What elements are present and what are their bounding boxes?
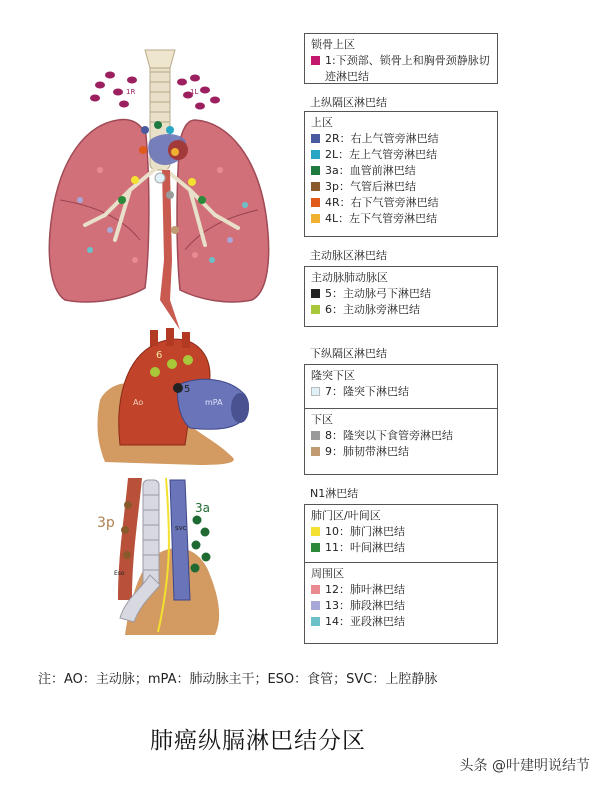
legend-item-3p xyxy=(305,179,497,195)
label-6: 6 xyxy=(156,350,163,361)
swatch-12 xyxy=(311,585,320,594)
mediastinal-side-illustration xyxy=(97,478,219,635)
legend-item-3a xyxy=(305,163,497,179)
swatch-4l xyxy=(311,214,320,223)
swatch-3a xyxy=(311,166,320,175)
swatch-3p xyxy=(311,182,320,191)
lower-zone-header: 下区 xyxy=(311,413,333,426)
legend-text-12: 12：肺叶淋巴结 xyxy=(325,583,405,596)
legend-text-1: 1:下颈部、锁骨上和胸骨颈静脉切迹淋巴结 xyxy=(325,54,490,83)
legend-text-8: 8：隆突以下食管旁淋巴结 xyxy=(325,429,453,442)
swatch-10 xyxy=(311,527,320,536)
aortic-title: 主动脉区淋巴结 xyxy=(310,249,387,262)
lower-mediastinal-title: 下纵隔区淋巴结 xyxy=(310,347,387,360)
legend-item-1 xyxy=(305,53,497,85)
legend-text-9: 9：肺韧带淋巴结 xyxy=(325,445,409,458)
label-1l: 1L xyxy=(190,88,199,96)
legend-item-12 xyxy=(305,582,497,598)
swatch-2l xyxy=(311,150,320,159)
swatch-5 xyxy=(311,289,320,298)
swatch-1 xyxy=(311,56,320,65)
swatch-7 xyxy=(311,387,320,396)
legend-item-5 xyxy=(305,286,497,302)
upper-zone-header: 上区 xyxy=(311,116,333,129)
legend-text-5: 5：主动脉弓下淋巴结 xyxy=(325,287,431,300)
legend-item-2r xyxy=(305,131,497,147)
swatch-14 xyxy=(311,617,320,626)
anatomy-illustrations xyxy=(0,0,300,650)
legend-text-3p: 3p：气管后淋巴结 xyxy=(325,180,416,193)
label-mpa: mPA xyxy=(205,398,223,407)
legend-item-8 xyxy=(305,428,497,444)
label-ao: Ao xyxy=(133,398,144,407)
legend-text-6: 6：主动脉旁淋巴结 xyxy=(325,303,420,316)
legend-text-2l: 2L：左上气管旁淋巴结 xyxy=(325,148,438,161)
swatch-6 xyxy=(311,305,320,314)
swatch-13 xyxy=(311,601,320,610)
legend-text-3a: 3a：血管前淋巴结 xyxy=(325,164,416,177)
upper-mediastinal-title: 上纵隔区淋巴结 xyxy=(310,96,387,109)
lower-mediastinal-box xyxy=(304,364,498,475)
peripheral-header: 周围区 xyxy=(311,567,344,580)
aortic-illustration xyxy=(97,328,249,465)
supraclavicular-box xyxy=(304,33,498,84)
n1-title: N1淋巴结 xyxy=(310,487,359,500)
label-5: 5 xyxy=(184,384,191,395)
legend-text-11: 11：叶间淋巴结 xyxy=(325,541,405,554)
hilar-header: 肺门区/叶间区 xyxy=(311,509,381,522)
legend-text-2r: 2R：右上气管旁淋巴结 xyxy=(325,132,439,145)
swatch-2r xyxy=(311,134,320,143)
label-1r: 1R xyxy=(126,88,136,96)
legend-item-14 xyxy=(305,614,497,630)
legend-text-14: 14：亚段淋巴结 xyxy=(325,615,405,628)
legend-text-13: 13：肺段淋巴结 xyxy=(325,599,405,612)
lung-illustration xyxy=(49,50,268,330)
legend-text-10: 10：肺门淋巴结 xyxy=(325,525,405,538)
swatch-8 xyxy=(311,431,320,440)
legend-item-9 xyxy=(305,444,497,460)
label-svc: svc xyxy=(175,524,187,532)
label-3p: 3p xyxy=(97,515,115,531)
legend-text-7: 7：隆突下淋巴结 xyxy=(325,385,409,398)
n1-box xyxy=(304,504,498,644)
watermark: 头条 @叶建明说结节 xyxy=(459,758,590,774)
legend-item-2l xyxy=(305,147,497,163)
label-eso: Eso xyxy=(114,570,125,577)
swatch-9 xyxy=(311,447,320,456)
legend-item-6 xyxy=(305,302,497,318)
legend-item-4r xyxy=(305,195,497,211)
label-3a: 3a xyxy=(195,501,210,515)
subcarinal-header: 隆突下区 xyxy=(311,369,355,382)
swatch-4r xyxy=(311,198,320,207)
abbreviation-note: 注：AO：主动脉；mPA：肺动脉主干；ESO：食管；SVC：上腔静脉 xyxy=(38,672,438,687)
aortic-box xyxy=(304,266,498,327)
legend-item-11 xyxy=(305,540,497,556)
legend-text-4l: 4L：左下气管旁淋巴结 xyxy=(325,212,438,225)
legend-item-4l xyxy=(305,211,497,227)
legend-item-10 xyxy=(305,524,497,540)
swatch-11 xyxy=(311,543,320,552)
supraclavicular-header: 锁骨上区 xyxy=(311,38,355,51)
legend-item-7 xyxy=(305,384,497,400)
aortic-zone-header: 主动脉肺动脉区 xyxy=(311,271,388,284)
figure-title: 肺癌纵膈淋巴结分区 xyxy=(150,728,366,754)
legend-text-4r: 4R：右下气管旁淋巴结 xyxy=(325,196,439,209)
upper-mediastinal-box xyxy=(304,111,498,237)
legend-item-13 xyxy=(305,598,497,614)
